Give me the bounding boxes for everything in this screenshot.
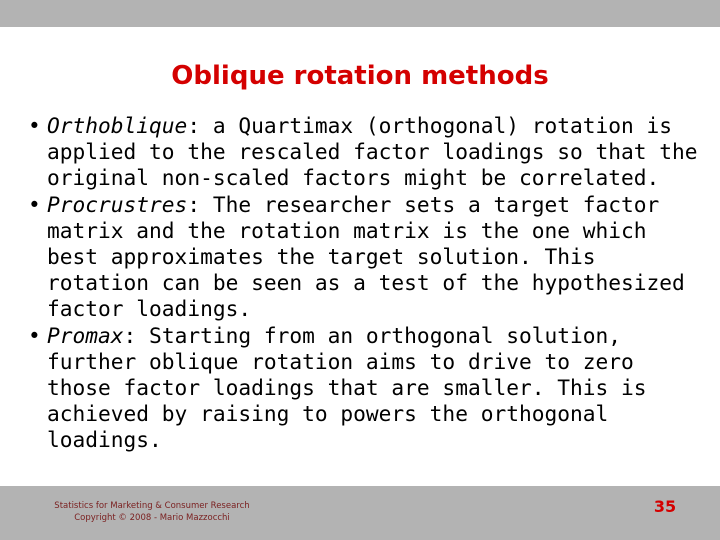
top-bar — [0, 0, 720, 27]
bullet-term: Procrustres — [47, 191, 188, 217]
bullet-text: : a Quartimax (orthogonal) rotation is applied to the rescaled factor loadings so that the original non-scaled factors might be correlated. — [47, 113, 698, 191]
footer-course-title: Statistics for Marketing & Consumer Research — [54, 501, 250, 511]
bullet-term: Promax — [47, 322, 124, 348]
bullet-text: : The researcher sets a target factor matrix and the rotation matrix is the one which best approximates the target solution. This rotation can be seen as a test of the hypothesized factor loadings. — [47, 191, 685, 322]
page-number: 35 — [653, 497, 677, 516]
footer-credits — [32, 500, 272, 524]
bullet-icon: • — [28, 322, 41, 348]
bullet-text: : Starting from an orthogonal solution, further oblique rotation aims to drive to zero those factor loadings that are smaller. This is achieved by raising to powers the orthogonal loadings. — [47, 322, 647, 453]
bullet-item-procrustres — [28, 192, 708, 323]
bullet-icon: • — [28, 113, 41, 138]
bullet-item-promax — [28, 323, 708, 454]
bullet-icon: • — [28, 191, 41, 217]
footer-copyright: Copyright © 2008 - Mario Mazzocchi — [74, 513, 230, 523]
slide-title: Oblique rotation methods — [171, 61, 549, 91]
bullet-item-orthoblique — [28, 113, 708, 192]
bullet-list — [28, 113, 708, 454]
bullet-term: Orthoblique — [47, 113, 188, 138]
